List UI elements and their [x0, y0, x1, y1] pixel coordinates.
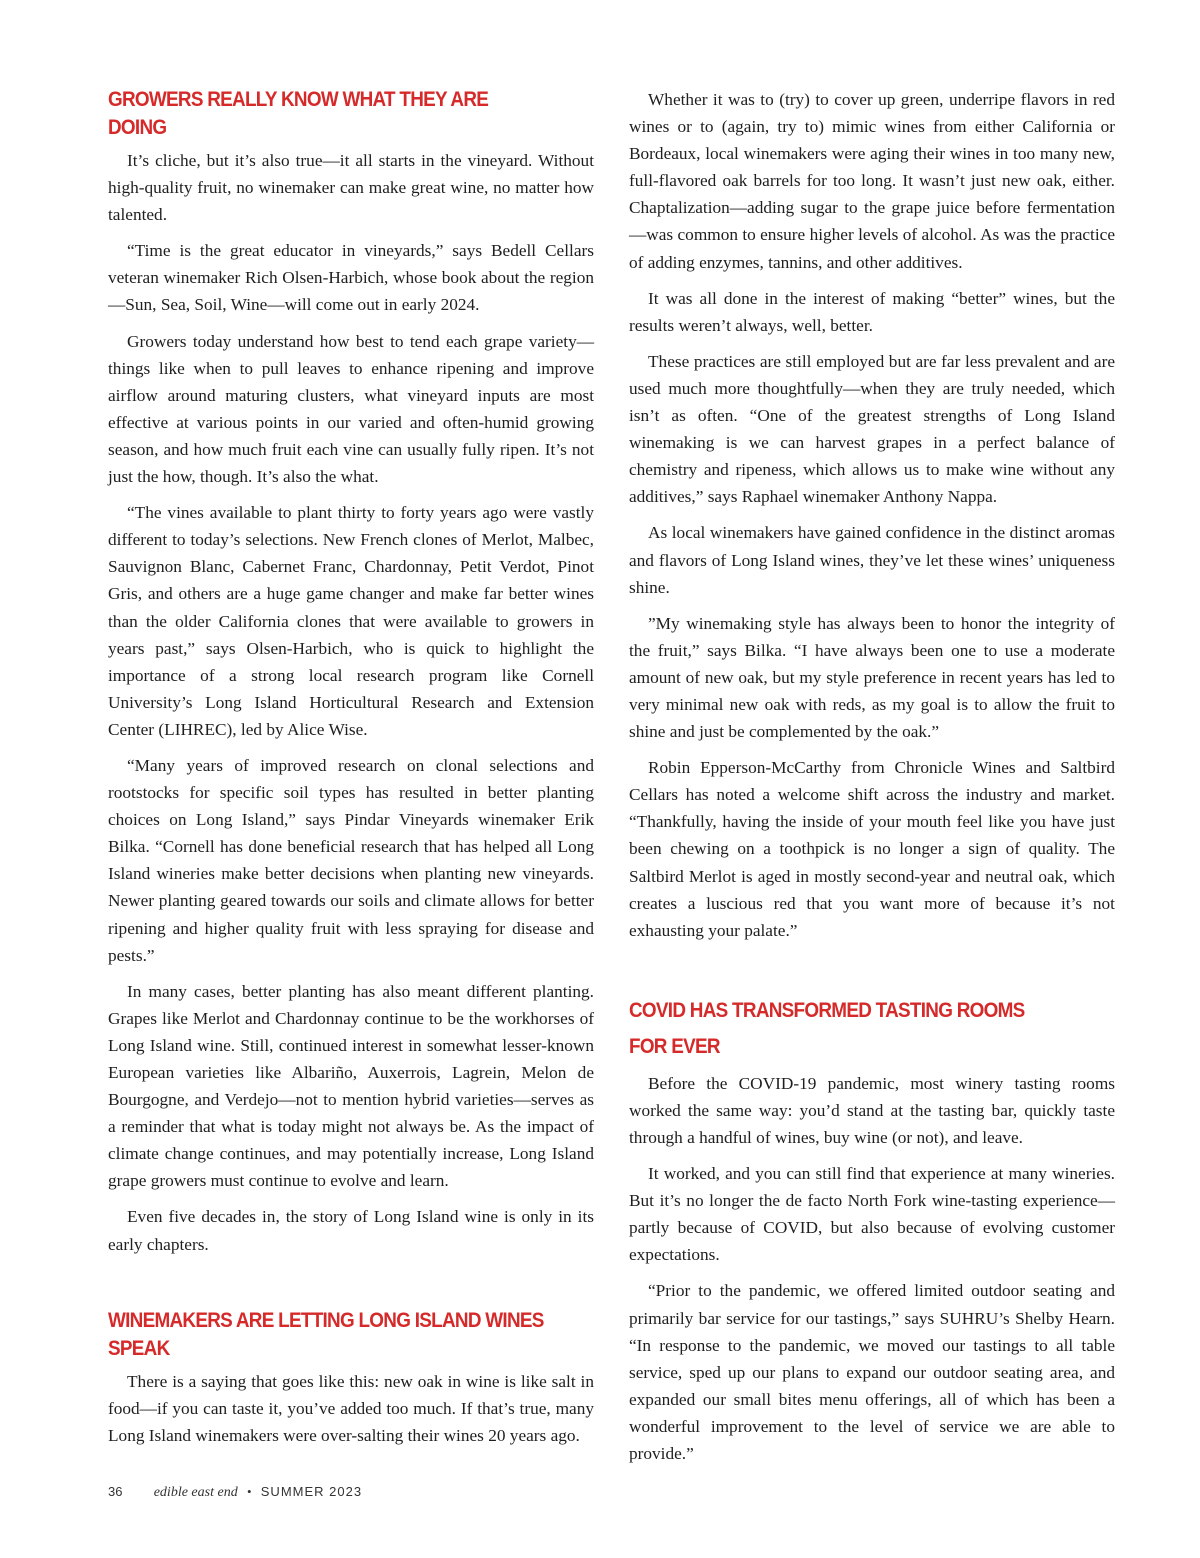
- body-paragraph: As local winemakers have gained confidence in the distinct aromas and flavors of Long Island wines, they’ve let these wines’ uniqueness shine.: [629, 523, 1115, 597]
- body-paragraph: It worked, and you can still find that experience at many wineries. But it’s no longer the de facto North Fork wine-tasting experience—partly because of COVID, but also because of evolving customer expectations.: [629, 1164, 1115, 1265]
- section-heading: WINEMAKERS ARE LETTING LONG ISLAND WINES SPEAK: [108, 1308, 544, 1360]
- issue-date: SUMMER 2023: [260, 1484, 363, 1499]
- body-paragraph: “Prior to the pandemic, we offered limited outdoor seating and primarily bar service for our tastings,” says SUHRU’s Shelby Hearn. “In response to the pandemic, we moved our tastings to all table service, sped up our plans to expand our outdoor seating area, and expanded our small bites menu offerings, all of which has been a wonderful improvement to the level of service we are able to provide.”: [629, 1281, 1115, 1464]
- body-paragraph: These practices are still employed but are far less prevalent and are used much more thoughtfully—when they are truly needed, which isn’t as often. “One of the greatest strengths of Long Island winemaking is we can harvest grapes in a perfect balance of chemistry and ripeness, which allows us to make wine without any additives,” says Raphael winemaker Anthony Nappa.: [629, 351, 1115, 507]
- left-column: [108, 86, 594, 1458]
- section-heading: COVID HAS TRANSFORMED TASTING ROOMS FOR EVER: [629, 998, 1025, 1058]
- body-paragraph: In many cases, better planting has also meant different planting. Grapes like Merlot and Chardonnay continue to be the workhorses of Long Island wine. Still, continued interest in somewhat lesser-known European varieties like Albariño, Auxerrois, Lagrein, Melon de Bourgogne, and Verdejo—not to mention hybrid varieties—serves as a reminder that what is today might not always be. As the impact of climate change continues, and may potentially increase, Long Island grape growers must continue to evolve and learn.: [108, 981, 594, 1191]
- body-paragraph: “Time is the great educator in vineyards,” says Bedell Cellars veteran winemaker Rich Olsen-Harbich, whose book about the region—Sun, Sea, Soil, Wine—will come out in early 2024.: [108, 241, 594, 315]
- body-paragraph: It was all done in the interest of making “better” wines, but the results weren’t always, well, better.: [629, 288, 1115, 335]
- body-paragraph: There is a saying that goes like this: new oak in wine is like salt in food—if you can taste it, you’ve added too much. If that’s true, many Long Island winemakers were over-salting their wines 20 years ago.: [108, 1371, 594, 1445]
- body-paragraph: Robin Epperson-McCarthy from Chronicle Wines and Saltbird Cellars has noted a welcome shift across the industry and market. “Thankfully, having the inside of your mouth feel like you have just been chewing on a toothpick is no longer a sign of quality. The Saltbird Merlot is aged in mostly second-year and neutral oak, which creates a luscious red that you want more of because it’s not exhausting your palate.”: [629, 758, 1115, 940]
- footer-separator: •: [246, 1484, 252, 1499]
- body-paragraph: Even five decades in, the story of Long Island wine is only in its early chapters.: [108, 1207, 594, 1254]
- section-spacer: [629, 953, 1115, 993]
- body-paragraph: “Many years of improved research on clonal selections and rootstocks for specific soil types has resulted in better planting choices on Long Island,” says Pindar Vineyards winemaker Erik Bilka. “Cornell has done beneficial research that has helped all Long Island wineries make better decisions when planting new vineyards. Newer planting geared towards our soils and climate allows for better ripening and higher quality fruit with less spraying for disease and pests.”: [108, 755, 594, 965]
- right-column: [629, 86, 1115, 1476]
- page-footer: [108, 1484, 362, 1501]
- page-number: 36: [108, 1484, 123, 1499]
- section-heading: GROWERS REALLY KNOW WHAT THEY ARE DOING: [108, 88, 489, 139]
- section-spacer: [108, 1267, 594, 1307]
- body-paragraph: Before the COVID-19 pandemic, most winery tasting rooms worked the same way: you’d stand at the tasting bar, quickly taste through a handful of wines, buy wine (or not), and leave.: [629, 1073, 1115, 1147]
- body-paragraph: “The vines available to plant thirty to forty years ago were vastly different to today’s selections. New French clones of Merlot, Malbec, Sauvignon Blanc, Cabernet Franc, Chardonnay, Petit Verdot, Pinot Gris, and others are a huge game changer and make far better wines than the older California clones that were available to growers in years past,” says Olsen-Harbich, who is quick to highlight the importance of a strong local research program like Cornell University’s Long Island Horticultural Research and Extension Center (LIHREC), led by Alice Wise.: [108, 503, 594, 739]
- magazine-name: edible east end: [153, 1485, 238, 1500]
- body-paragraph: Whether it was to (try) to cover up green, underripe flavors in red wines or to (again, try to) mimic wines from either California or Bordeaux, local winemakers were aging their wines in too many new, full-flavored oak barrels for too long. It wasn’t just new oak, either. Chaptalization—adding sugar to the grape juice before fermentation—was common to ensure higher levels of alcohol. As was the practice of adding enzymes, tannins, and other additives.: [629, 90, 1115, 272]
- body-paragraph: Growers today understand how best to tend each grape variety—things like when to pull leaves to enhance ripening and improve airflow around maturing clusters, what vineyard inputs are most effective at various points in our varied and often-humid growing season, and how much fruit each vine can usually fully ripen. It’s not just the how, though. It’s also the what.: [108, 331, 594, 487]
- body-paragraph: It’s cliche, but it’s also true—it all starts in the vineyard. Without high-quality fruit, no winemaker can make great wine, no matter how talented.: [108, 151, 594, 225]
- body-paragraph: ”My winemaking style has always been to honor the integrity of the fruit,” says Bilka. “I have always been one to use a moderate amount of new oak, but my style preference in recent years has led to very minimal new oak with reds, as my goal is to allow the fruit to shine and just be complemented by the oak.”: [629, 613, 1115, 742]
